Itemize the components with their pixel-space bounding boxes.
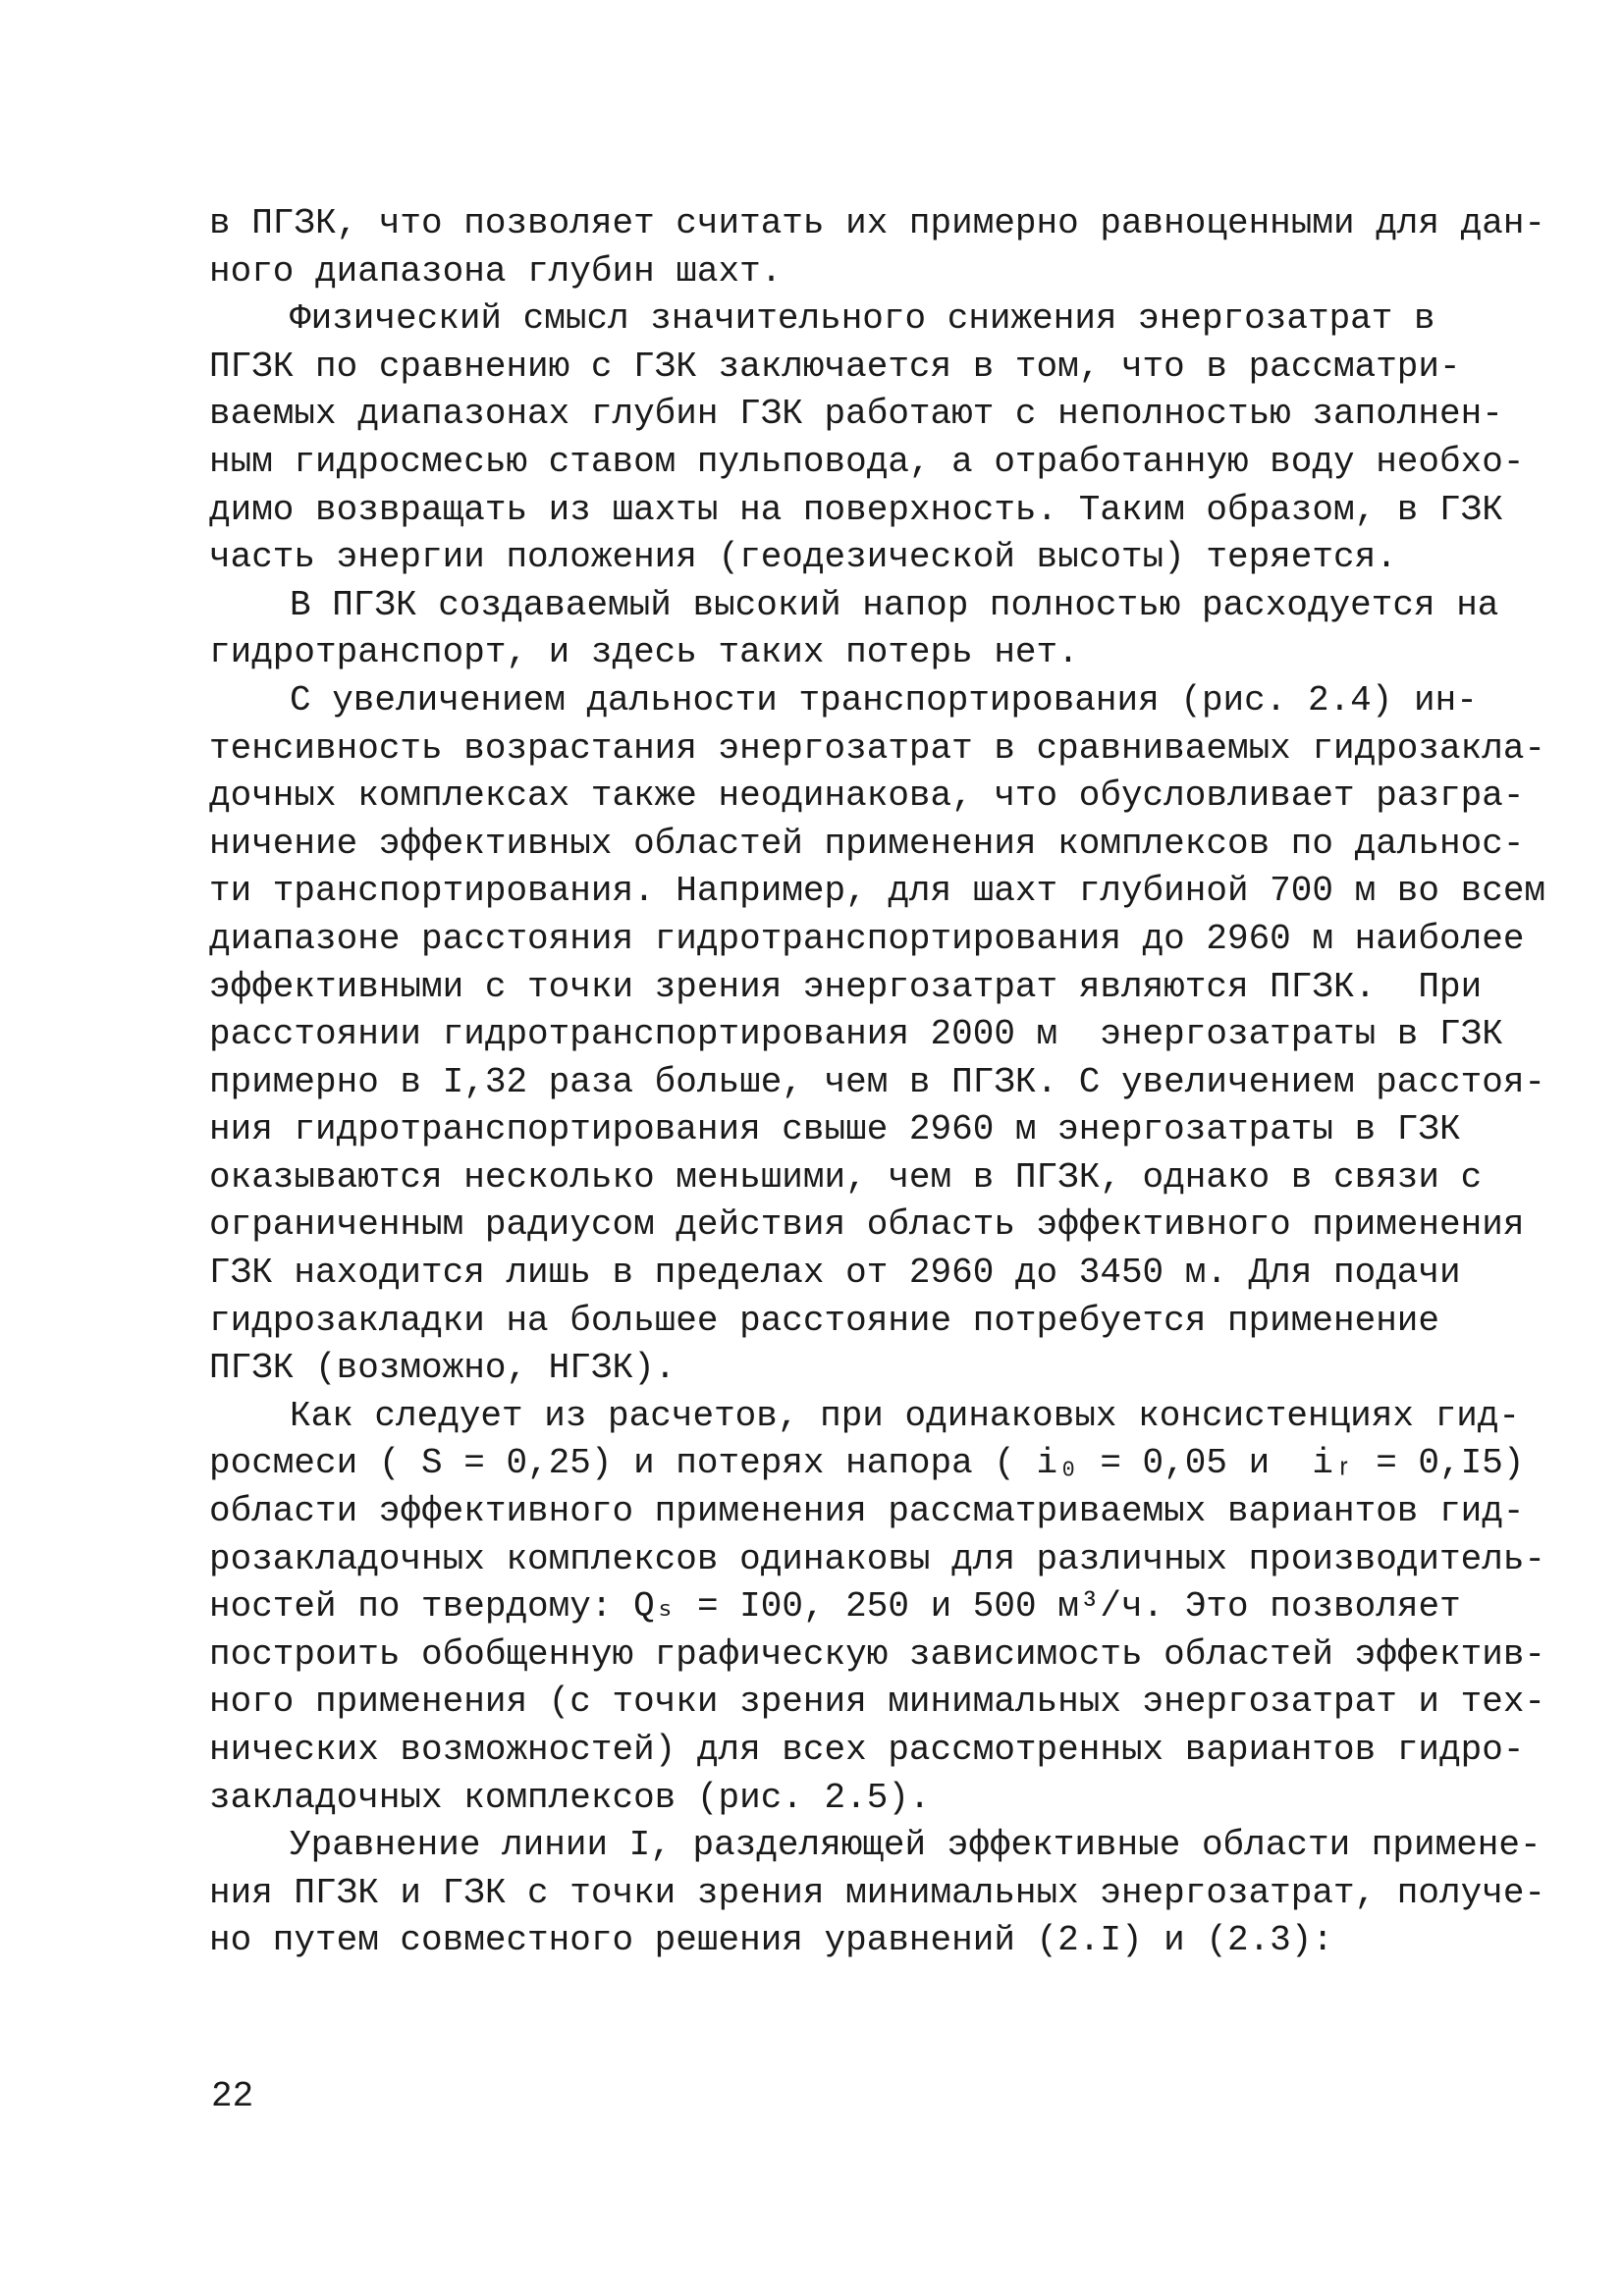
text-line: димо возвращать из шахты на поверхность. Таким образом, в ГЗК bbox=[209, 489, 1503, 530]
text-line: ностей по твердому: Qₛ = I00, 250 и 500 м³/ч. Это позволяет bbox=[209, 1586, 1461, 1628]
text-line: В ПГЗК создаваемый высокий напор полностью расходуется на bbox=[290, 584, 1499, 625]
text-line: росмеси ( S = 0,25) и потерях напора ( i₀ = 0,05 и iᵣ = 0,I5) bbox=[209, 1443, 1525, 1484]
text-line: Физический смысл значительного снижения энергозатрат в bbox=[290, 298, 1435, 340]
text-line: в ПГЗК, что позволяет считать их примерно равноценными для дан- bbox=[209, 203, 1546, 243]
text-line: Уравнение линии I, разделяющей эффективные области примене- bbox=[290, 1825, 1542, 1866]
text-line: ПГЗК (возможно, НГЗК). bbox=[209, 1348, 676, 1389]
text-line: оказываются несколько меньшими, чем в ПГЗК, однако в связи с bbox=[209, 1156, 1483, 1198]
text-line: ваемых диапазонах глубин ГЗК работают с неполностью заполнен- bbox=[209, 394, 1503, 435]
text-line: ПГЗК по сравнению с ГЗК заключается в том, что в рассматри- bbox=[209, 346, 1461, 387]
text-line: диапазоне расстояния гидротранспортирования до 2960 м наиболее bbox=[209, 918, 1525, 959]
text-line: розакладочных комплексов одинаковы для различных производитель- bbox=[209, 1538, 1546, 1579]
text-line: Как следует из расчетов, при одинаковых консистенциях гид- bbox=[290, 1395, 1521, 1436]
text-line: примерно в I,32 раза больше, чем в ПГЗК. С увеличением расстоя- bbox=[209, 1061, 1546, 1102]
text-line: часть энергии положения (геодезической высоты) теряется. bbox=[209, 537, 1397, 578]
text-line: эффективными с точки зрения энергозатрат являются ПГЗК. При bbox=[209, 966, 1483, 1007]
text-line: гидротранспорт, и здесь таких потерь нет. bbox=[209, 632, 1079, 673]
text-line: ти транспортирования. Например, для шахт глубиной 700 м во всем bbox=[209, 871, 1546, 912]
text-line: ным гидросмесью ставом пульповода, а отработанную воду необхо- bbox=[209, 441, 1525, 482]
text-line: области эффективного применения рассматриваемых вариантов гид- bbox=[209, 1491, 1525, 1532]
text-line: ГЗК находится лишь в пределах от 2960 до 3450 м. Для подачи bbox=[209, 1253, 1461, 1294]
text-line: тенсивность возрастания энергозатрат в сравниваемых гидрозакла- bbox=[209, 727, 1546, 769]
text-line: построить обобщенную графическую зависимость областей эффектив- bbox=[209, 1633, 1546, 1675]
text-line: С увеличением дальности транспортирования (рис. 2.4) ин- bbox=[290, 679, 1478, 721]
text-line: ния ПГЗК и ГЗК с точки зрения минимальных энергозатрат, получе- bbox=[209, 1872, 1546, 1913]
text-line: ограниченным радиусом действия область эффективного применения bbox=[209, 1204, 1525, 1246]
text-line: ния гидротранспортирования свыше 2960 м энергозатраты в ГЗК bbox=[209, 1109, 1461, 1150]
page-number: 22 bbox=[211, 2076, 254, 2116]
text-line: ничение эффективных областей применения комплексов по дальнос- bbox=[209, 823, 1525, 864]
text-line: но путем совместного решения уравнений (2.I) и (2.3): bbox=[209, 1920, 1333, 1961]
text-line: расстоянии гидротранспортирования 2000 м энергозатраты в ГЗК bbox=[209, 1014, 1503, 1055]
text-line: закладочных комплексов (рис. 2.5). bbox=[209, 1777, 931, 1818]
text-line: гидрозакладки на большее расстояние потребуется применение bbox=[209, 1300, 1440, 1341]
text-line: нических возможностей) для всех рассмотренных вариантов гидро- bbox=[209, 1730, 1525, 1770]
text-line: дочных комплексах также неодинакова, что обусловливает разгра- bbox=[209, 775, 1525, 817]
body-text bbox=[209, 200, 1546, 1965]
text-line: ного применения (с точки зрения минимальных энергозатрат и тех- bbox=[209, 1682, 1546, 1723]
text-line: ного диапазона глубин шахт. bbox=[209, 250, 783, 292]
